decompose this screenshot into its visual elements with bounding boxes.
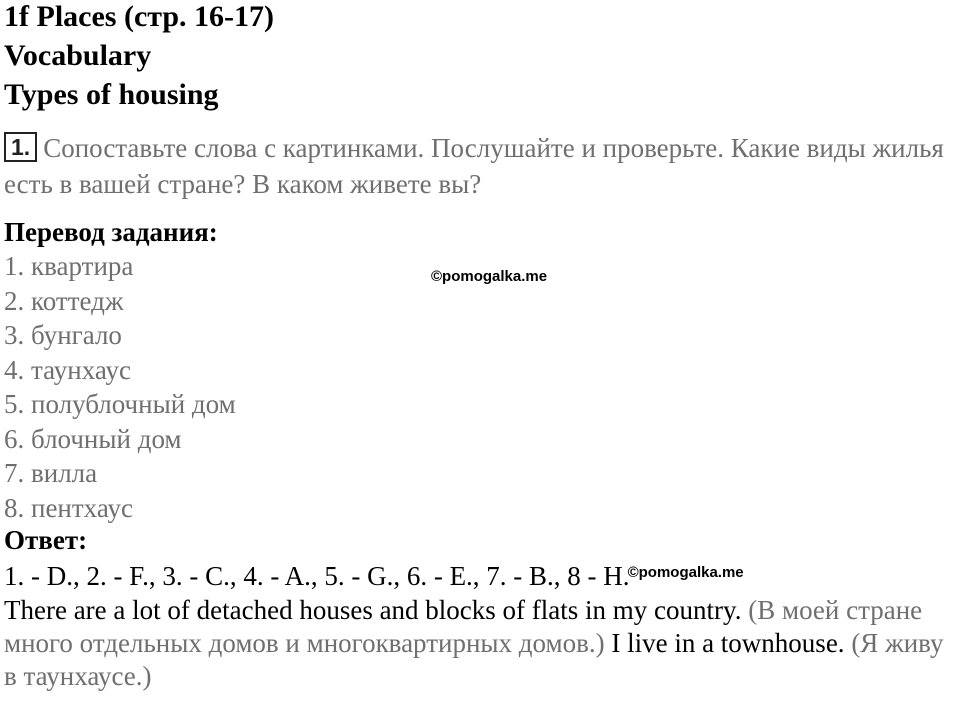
- answer-sentence-1: There are a lot of detached houses and blocks of flats in my country.: [4, 595, 742, 625]
- translation-heading: Перевод задания:: [4, 217, 218, 247]
- list-item: 4. таунхаус: [4, 354, 131, 385]
- answer-matches-text: 1. - D., 2. - F., 3. - C., 4. - A., 5. - G., 6. - E., 7. - B., 8 - H.: [4, 561, 630, 591]
- list-item: 2. коттедж: [4, 285, 124, 316]
- task-instructions: [4, 130, 956, 202]
- watermark: ©pomogalka.me: [627, 564, 744, 581]
- list-item: 7. вилла: [4, 458, 98, 488]
- answer-sentence-2-translation: (Я живу в таунхаусе.): [4, 628, 944, 691]
- list-item: 8. пентхаус: [4, 492, 133, 523]
- document-page: [4, 0, 956, 693]
- translation-list: [4, 249, 956, 525]
- task-text: Сопоставьте слова с картинками. Послушайте и проверьте. Какие виды жилья есть в вашей стране? В каком живете вы?: [4, 133, 944, 199]
- watermark: ©pomogalka.me: [431, 268, 548, 285]
- answer-sentence-1-translation: (В моей стране много отдельных домов и многоквартирных домов.): [4, 595, 923, 658]
- answer-sentence-2: I live in a townhouse.: [611, 628, 845, 658]
- list-item: 3. бунгало: [4, 320, 122, 350]
- task-number-badge: 1.: [4, 132, 37, 162]
- section-title: Vocabulary: [4, 39, 152, 72]
- list-item: 6. блочный дом: [4, 423, 182, 454]
- answer-matches: [4, 555, 956, 594]
- page-title: 1f Places (стр. 16-17): [4, 0, 275, 33]
- topic-title: Types of housing: [4, 78, 219, 111]
- list-item: 1. квартира: [4, 251, 134, 281]
- answer-heading: Ответ:: [4, 525, 88, 555]
- answer-paragraph: [4, 594, 956, 693]
- list-item: 5. полублочный дом: [4, 389, 236, 419]
